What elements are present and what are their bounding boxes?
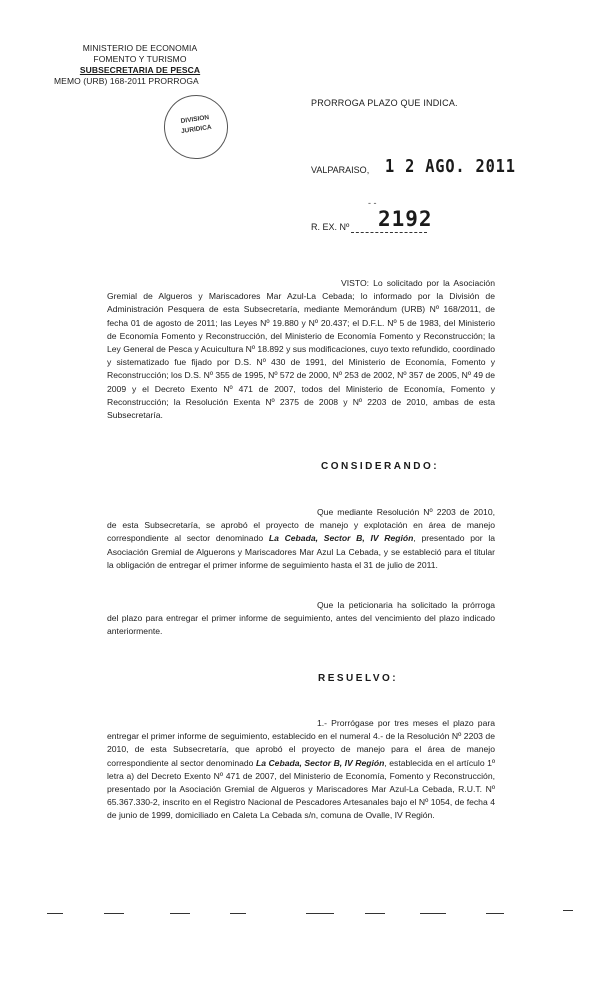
- considerando-heading: CONSIDERANDO:: [321, 461, 440, 472]
- considerando-p1-end: , presentado por la Asociación Gremial de Alguerons y Mariscadores Mar Azul La Cebada, y se estableció para el titular la obligación de entregar el primer informe de seguimiento hasta el 31 de julio de 2011.: [107, 533, 496, 570]
- resuelvo-heading: RESUELVO:: [318, 673, 399, 684]
- resuelvo-p1-sector: La Cebada, Sector B, IV Región: [255, 757, 385, 768]
- footer-rule-9: [563, 910, 573, 911]
- resuelvo-paragraph-1: [107, 717, 495, 823]
- stamp-line-1: DIVISION: [180, 114, 210, 126]
- footer-rule-3: [170, 913, 190, 914]
- resolution-number: 2192: [378, 207, 433, 231]
- header-ministry: MINISTERIO DE ECONOMIA: [82, 43, 198, 53]
- footer-rule-2: [104, 913, 124, 914]
- footer-rule-1: [47, 913, 63, 914]
- resolution-label: R. EX. Nº: [311, 222, 350, 232]
- division-juridica-stamp: [160, 91, 232, 163]
- resuelvo-p1-end: , establecida en el artículo 1º letra a) del Decreto Exento Nº 471 de 2007, del Ministerio de Economía, Fomento y Reconstrucción, presentado por la Asociación Gremial de Algueros y Mariscadores Mar Azul-La Cebada, R.U.T. Nº 65.367.330-2, inscrito en el Registro Nacional de Pescadores Artesanales bajo el Nº 1054, de fecha 4 de junio de 1999, domiciliado en Caleta La Cebada s/n, comuna de Ovalle, IV Región.: [107, 757, 495, 821]
- date-stamp: 1 2 AGO. 2011: [385, 156, 516, 177]
- footer-rule-4: [230, 913, 246, 914]
- footer-rule-8: [486, 913, 504, 914]
- ministry-header: [54, 43, 220, 87]
- header-memo: MEMO (URB) 168-2011 PRORROGA: [54, 76, 199, 86]
- document-subject: PRORROGA PLAZO QUE INDICA.: [311, 98, 458, 108]
- visto-lead: VISTO:: [341, 278, 370, 288]
- resolution-number-marker: - -: [368, 198, 377, 208]
- considerando-paragraph-2: [107, 599, 495, 639]
- considerando-p2: Que la peticionaria ha solicitado la prórroga del plazo para entregar el primer informe de seguimiento, antes del vencimiento del plazo indicado anteriormente.: [107, 600, 495, 637]
- footer-rule-6: [365, 913, 385, 914]
- visto-paragraph: [107, 277, 495, 422]
- header-fomento: FOMENTO Y TURISMO: [93, 54, 187, 64]
- resolution-underline: [351, 232, 427, 233]
- stamp-line-2: JURIDICA: [180, 123, 213, 136]
- considerando-p1-sector: La Cebada, Sector B, IV Región: [268, 533, 414, 544]
- resuelvo-p1-start: 1.- Prorrógase por tres meses el plazo para entregar el primer informe de seguimiento, establecido en el numeral 4.- de la Resolución Nº 2203 de 2010, de esta Subsecretaría, que aprobó el proyecto de manejo para el área de manejo correspondiente al sector denominado: [107, 718, 495, 768]
- place-label: VALPARAISO,: [311, 165, 370, 175]
- header-subsecretaria: SUBSECRETARIA DE PESCA: [79, 65, 201, 75]
- considerando-p1-start: Que mediante Resolución Nº 2203 de 2010, de esta Subsecretaría, se aprobó el proyecto de manejo y explotación en área de manejo correspondiente al sector denominado: [107, 507, 495, 544]
- visto-text: Lo solicitado por la Asociación Gremial de Algueros y Mariscadores Mar Azul-La Cebada; lo informado por la División de Administración Pesquera de esta Subsecretaría, mediante Memorándum (URB) Nº 168/2011, de fecha 01 de agosto de 2011; las Leyes Nº 19.880 y Nº 20.437; el D.F.L. Nº 5 de 1983, del Ministerio de Economía Fomento y Reconstrucción, del Ministerio de Economía Fomento y Reconstrucción; la Ley General de Pesca y Acuicultura Nº 18.892 y sus modificaciones, cuyo texto refundido, coordinado y sistematizado fue fijado por D.S. Nº 430 de 1991, del Ministerio de Economía, Fomento y Reconstrucción; los D.S. Nº 355 de 1995, Nº 572 de 2000, Nº 253 de 2002, Nº 357 de 2005, Nº 49 de 2009 y el Decreto Exento Nº 471 de 2007, todos del Ministerio de Economía, Fomento y Reconstrucción; la Resolución Exenta Nº 2375 de 2008 y Nº 2203 de 2010, ambas de esta Subsecretaría.: [107, 278, 495, 421]
- footer-rule-7: [420, 913, 446, 914]
- considerando-paragraph-1: [107, 506, 495, 572]
- footer-rule-5: [306, 913, 334, 914]
